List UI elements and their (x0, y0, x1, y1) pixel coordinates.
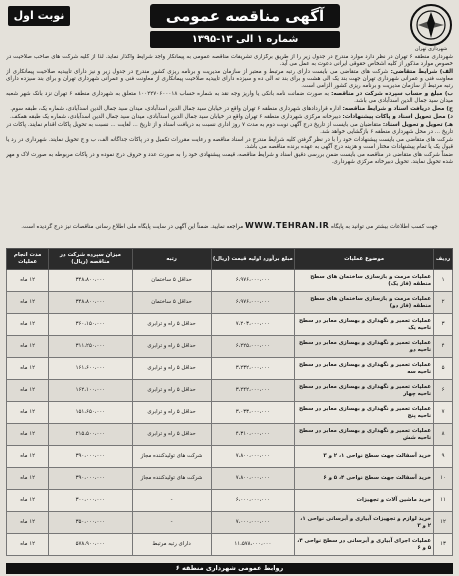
schedule-paragraph: هـ) تحویل و تحویل اسناد: متقاضیان می بایست از تاریخ درج آگهی نوبت دوم به مدت ۷ روز اداری نسبت به دریافت اسناد و از تاریخ ... لغایت ... نسبت به تحویل پاکات اقدام نمایند. پاکات در تاریخ ... در محل شهرداری منطقه ۶ بازگشایی خواهد شد. (6, 121, 453, 135)
cell-subject: خرید آسفالت جهت سطح نواحی ۱، ۲ و ۳ (295, 446, 434, 468)
cell-subject: عملیات تعمیر و نگهداری و بهسازی معابر در سطح ناحیه یک (295, 314, 434, 336)
cell-deposit: ۳۵۰،۰۰۰،۰۰۰ (49, 512, 132, 534)
general-terms-paragraph: شرکت های متقاضی می بایست پیشنهادات خود را با در نظر گرفتن کلیه شرایط مندرج در اسناد مناقصه و رعایت مقررات تکمیل و در پاکات جداگانه الف، ب و ج تحویل نمایند. شهرداری در رد یا قبول یک یا تمام پیشنهادات مختار است و هزینه درج آگهی به عهده برنده مناقصه می باشد. (6, 136, 453, 150)
cell-row-number: ۳ (434, 314, 453, 336)
table-row (7, 336, 453, 358)
cell-grade: حداقل ۵ راه و ترابری (132, 358, 211, 380)
cell-grade: دارای رتبه مرتبط (132, 534, 211, 556)
cell-grade: حداقل ۵ راه و ترابری (132, 424, 211, 446)
table-row (7, 424, 453, 446)
table-row (7, 512, 453, 534)
cell-subject: عملیات مرمت و بازسازی ساختمان های سطح منطقه (فاز یک) (295, 270, 434, 292)
cell-duration: ۱۲ ماه (7, 358, 49, 380)
cell-duration: ۱۲ ماه (7, 270, 49, 292)
cell-row-number: ۸ (434, 424, 453, 446)
cell-grade: شرکت های تولیدکننده مجاز (132, 468, 211, 490)
cell-estimate: ۷،۲۰۳،۰۰۰،۰۰۰ (211, 314, 294, 336)
table-row (7, 490, 453, 512)
documents-location-paragraph: ج) محل دریافت اسناد و شرایط مناقصه: اداره قراردادهای شهرداری منطقه ۶ تهران واقع در خیابان سید جمال الدین اسدآبادی، میدان سید جمال الدین اسدآبادی، شماره یک، طبقه سوم. (10, 106, 453, 113)
cell-grade: - (132, 512, 211, 534)
cell-row-number: ۲ (434, 292, 453, 314)
cell-duration: ۱۲ ماه (7, 512, 49, 534)
website-info: جهت کسب اطلاعات بیشتر می توانید به پایگاه WWW.TEHRAN.IR مراجعه نمایید. ضمناً این آگهی در سایت پایگاه ملی اطلاع رسانی مناقصات نیز درج گردیده است. (21, 221, 438, 230)
cell-deposit: ۱۶۲،۱۰۰،۰۰۰ (49, 380, 132, 402)
cell-grade: حداقل ۵ راه و ترابری (132, 380, 211, 402)
cell-row-number: ۱۱ (434, 490, 453, 512)
cell-deposit: ۳۴۸،۸۰۰،۰۰۰ (49, 292, 132, 314)
table-row (7, 402, 453, 424)
cell-deposit: ۳۶۰،۱۵۰،۰۰۰ (49, 314, 132, 336)
table-row (7, 534, 453, 556)
cell-estimate: ۶،۲۲۵،۰۰۰،۰۰۰ (211, 336, 294, 358)
additional-terms-paragraph: ضمناً شرکت های متقاضی در مناقصه می بایست ضمن بررسی دقیق اسناد و شرایط مناقصه، قیمت پیشنهادی خود را به صورت عدد و حروف درج نموده و در پاکات مربوطه به صورت لاک و مهر شده تحویل نمایند. تحویل دبیرخانه مرکزی شهرداری. (6, 151, 453, 165)
cell-grade: حداقل ۵ ساختمان (132, 292, 211, 314)
col-header-grade: رتبه (132, 249, 211, 270)
cell-grade: حداقل ۵ راه و ترابری (132, 314, 211, 336)
cell-row-number: ۶ (434, 380, 453, 402)
cell-estimate: ۳،۲۳۲،۰۰۰،۰۰۰ (211, 358, 294, 380)
cell-subject: خرید آسفالت جهت سطح نواحی ۴، ۵ و ۶ (295, 468, 434, 490)
cell-duration: ۱۲ ماه (7, 424, 49, 446)
cell-subject: عملیات تعمیر و نگهداری و بهسازی معابر در سطح ناحیه پنج (295, 402, 434, 424)
deposit-paragraph: ب) مبلغ و حساب سپرده شرکت در مناقصه: به صورت ضمانت نامه بانکی یا واریز وجه نقد به شماره حساب ۱۰۰۲۲۷۰۶۰۰۰۱۸ متعلق به شهرداری منطقه ۶ تهران نزد بانک شهر شعبه میدان سید جمال الدین اسدآبادی می باشد. (6, 91, 453, 105)
cell-estimate: ۷،۸۰۰،۰۰۰،۰۰۰ (211, 468, 294, 490)
table-header-row (7, 249, 453, 270)
cell-grade: حداقل ۵ راه و ترابری (132, 336, 211, 358)
cell-grade: شرکت های تولیدکننده مجاز (132, 446, 211, 468)
table-row (7, 270, 453, 292)
cell-estimate: ۶،۰۰۰،۰۰۰،۰۰۰ (211, 490, 294, 512)
cell-grade: - (132, 490, 211, 512)
cell-row-number: ۹ (434, 446, 453, 468)
cell-estimate: ۶،۹۷۶،۰۰۰،۰۰۰ (211, 270, 294, 292)
table-row (7, 380, 453, 402)
cell-deposit: ۳۹۰،۰۰۰،۰۰۰ (49, 468, 132, 490)
cell-deposit: ۵۷۸،۹۰۰،۰۰۰ (49, 534, 132, 556)
cell-duration: ۱۲ ماه (7, 402, 49, 424)
cell-subject: عملیات اجرای آبیاری و آبرسانی در سطح نواحی ۴، ۵ و ۶ (295, 534, 434, 556)
cell-duration: ۱۲ ماه (7, 380, 49, 402)
notice-header (0, 0, 459, 54)
cell-row-number: ۱ (434, 270, 453, 292)
col-header-row-number: ردیف (434, 249, 453, 270)
cell-subject: عملیات تعمیر و نگهداری و بهسازی معابر در سطح ناحیه سه (295, 358, 434, 380)
cell-grade: حداقل ۵ راه و ترابری (132, 402, 211, 424)
cell-duration: ۱۲ ماه (7, 292, 49, 314)
table-row (7, 314, 453, 336)
submission-location-paragraph: د) محل تحویل اسناد و پاکات پیشنهادات: دبیرخانه مرکزی شهرداری منطقه ۶ تهران واقع در خیابان سید جمال الدین اسدآبادی، میدان سید جمال الدین اسدآبادی، شماره یک طبقه همکف. (10, 114, 453, 120)
cell-row-number: ۴ (434, 336, 453, 358)
cell-subject: خرید لوازم و تجهیزات آبیاری و آبرسانی نواحی ۱، ۲ و ۳ (295, 512, 434, 534)
cell-deposit: ۱۵۱،۶۵۰،۰۰۰ (49, 402, 132, 424)
cell-row-number: ۱۳ (434, 534, 453, 556)
public-relations-footer: روابط عمومی شهرداری منطقه ۶ (6, 563, 453, 574)
cell-duration: ۱۲ ماه (7, 446, 49, 468)
col-header-subject: موضوع عملیات (295, 249, 434, 270)
conditions-paragraph: الف) شرایط متقاضی: شرکت های متقاضی می بایست دارای رتبه مرتبط و معتبر از سازمان مدیریت و برنامه ریزی کشور مندرج در جدول زیر و نیز دارای تاییدیه صلاحیت پیمانکاری از معاونت فنی و عمرانی شهرداری تهران جهت بند یک الی هشت و برای بند نه الی ده و سیزده دارای تاییدیه صلاحیت پیمانکاری از معاونت فنی و عمرانی شهرداری تهران و برای بند سیزده دارای رتبه مرتبط از سازمان مدیریت و برنامه ریزی کشور الزامی است. (6, 69, 453, 90)
cell-deposit: ۳۴۸،۸۰۰،۰۰۰ (49, 270, 132, 292)
col-header-estimate: مبلغ برآورد اولیه قیمت (ریال) (211, 249, 294, 270)
table-row (7, 446, 453, 468)
cell-duration: ۱۲ ماه (7, 336, 49, 358)
cell-row-number: ۱۰ (434, 468, 453, 490)
table-row (7, 358, 453, 380)
cell-row-number: ۵ (434, 358, 453, 380)
website-link[interactable]: WWW.TEHRAN.IR (245, 221, 330, 230)
intro-paragraph: شهرداری منطقه ۶ تهران در نظر دارد موارد مندرج در جدول زیر را از طریق برگزاری تشریفات مناقصه عمومی به پیمانکار واجد شرایط واگذار نماید. لذا از کلیه شرکت های صاحب صلاحیت در خصوص موارد مذکور از کلیه اشخاص حقوقی ایرانی دعوت به عمل می آید. (6, 54, 453, 68)
table-row (7, 292, 453, 314)
cell-subject: عملیات تعمیر و نگهداری و بهسازی معابر در سطح ناحیه شش (295, 424, 434, 446)
cell-subject: عملیات تعمیر و نگهداری و بهسازی معابر در سطح ناحیه دو (295, 336, 434, 358)
cell-deposit: ۳۹۰،۰۰۰،۰۰۰ (49, 446, 132, 468)
cell-subject: عملیات تعمیر و نگهداری و بهسازی معابر در سطح ناحیه چهار (295, 380, 434, 402)
cell-estimate: ۶،۹۷۶،۰۰۰،۰۰۰ (211, 292, 294, 314)
tender-table (6, 248, 453, 556)
cell-subject: خرید ماشین آلات و تجهیزات (295, 490, 434, 512)
cell-estimate: ۳،۲۴۲،۰۰۰،۰۰۰ (211, 380, 294, 402)
cell-deposit: ۲۱۵،۵۰۰،۰۰۰ (49, 424, 132, 446)
cell-row-number: ۷ (434, 402, 453, 424)
round-badge: نوبت اول (8, 6, 70, 26)
cell-estimate: ۱۱،۵۷۸،۰۰۰،۰۰۰ (211, 534, 294, 556)
notice-title: آگهی مناقصه عمومی (150, 4, 340, 28)
cell-row-number: ۱۲ (434, 512, 453, 534)
cell-deposit: ۳۱۱،۲۵۰،۰۰۰ (49, 336, 132, 358)
cell-subject: عملیات مرمت و بازسازی ساختمان های سطح منطقه (فاز دو) (295, 292, 434, 314)
cell-grade: حداقل ۵ ساختمان (132, 270, 211, 292)
table-row (7, 468, 453, 490)
notice-number: شماره ۱ الی ۱۳-۱۳۹۵ (150, 31, 340, 48)
logo-caption: شهرداری تهران (414, 46, 448, 52)
col-header-duration: مدت انجام عملیات (7, 249, 49, 270)
cell-duration: ۱۲ ماه (7, 534, 49, 556)
municipality-logo-icon (409, 3, 453, 47)
notice-body (6, 54, 453, 222)
cell-duration: ۱۲ ماه (7, 490, 49, 512)
cell-duration: ۱۲ ماه (7, 314, 49, 336)
cell-estimate: ۳،۰۳۳،۰۰۰،۰۰۰ (211, 402, 294, 424)
col-header-deposit: میزان سپرده شرکت در مناقصه (ریال) (49, 249, 132, 270)
cell-duration: ۱۲ ماه (7, 468, 49, 490)
cell-estimate: ۷،۸۰۰،۰۰۰،۰۰۰ (211, 446, 294, 468)
cell-estimate: ۴،۳۱۰،۰۰۰،۰۰۰ (211, 424, 294, 446)
cell-deposit: ۳۰۰،۰۰۰،۰۰۰ (49, 490, 132, 512)
cell-deposit: ۱۶۱،۶۰۰،۰۰۰ (49, 358, 132, 380)
cell-estimate: ۷،۰۰۰،۰۰۰،۰۰۰ (211, 512, 294, 534)
